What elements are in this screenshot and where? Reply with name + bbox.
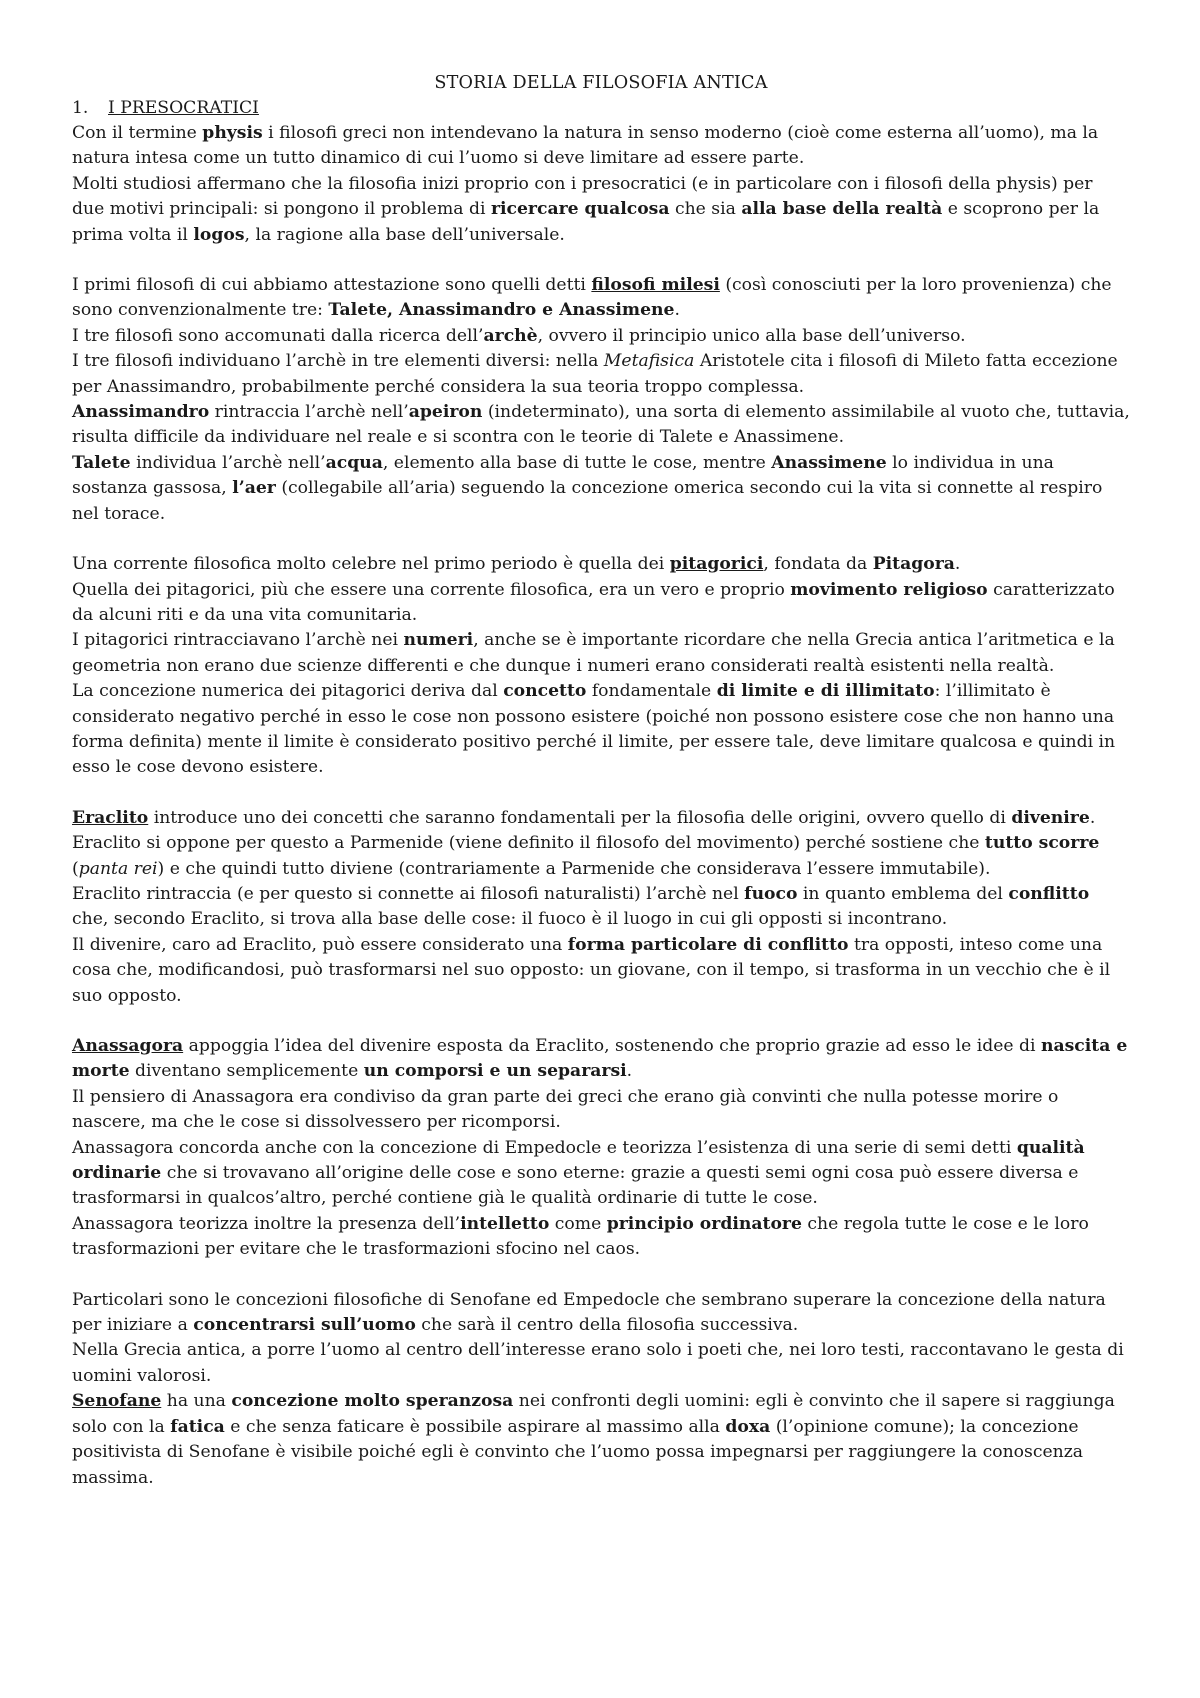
paragraph-numeri: I pitagorici rintracciavano l’archè nei numeri, anche se è importante ricordare che nella Grecia antica l’aritmetica e la geometria non erano due scienze differenti e che dunque i numeri erano considerati realtà esistenti nella realtà. [72,630,1115,676]
paragraph-gap [72,781,1130,806]
document-title: STORIA DELLA FILOSOFIA ANTICA [434,73,768,93]
paragraph-anassimandro: Anassimandro rintraccia l’archè nell’apeiron (indeterminato), una sorta di elemento assimilabile al vuoto che, tuttavia, risulta difficile da individuare nel reale e si scontra con le teorie di Talete e Anassimene. [72,402,1130,448]
paragraph-pensiero-greci: Il pensiero di Anassagora era condiviso da gran parte dei greci che erano già convinti che nulla potesse morire o nascere, ma che le cose si dissolvessero per ricomporsi. [72,1086,1059,1133]
paragraph-limite: La concezione numerica dei pitagorici deriva dal concetto fondamentale di limite e di illimitato: l’illimitato è considerato negativo perché in esso le cose non possono esistere (poiché non possono esistere cose che non hanno una forma definita) mente il limite è considerato positivo perché il limite, per essere tale, deve limitare qualcosa e quindi in esso le cose devono esistere. [72,681,1116,778]
paragraph-poeti: Nella Grecia antica, a porre l’uomo al centro dell’interesse erano solo i poeti che, nei loro testi, raccontavano le gesta di uomini valorosi. [72,1340,1124,1386]
paragraph-senofane: Senofane ha una concezione molto speranzosa nei confronti degli uomini: egli è convinto che il sapere si raggiunga solo con la fatica e che senza faticare è possibile aspirare al massimo alla doxa (l’opinione comune); la concezione positivista di Senofane è visibile poiché egli è convinto che l’uomo possa impegnarsi per raggiungere la conoscenza massima. [72,1391,1115,1488]
section-number: 1. [72,98,89,118]
paragraph-fuoco: Eraclito rintraccia (e per questo si connette ai filosofi naturalisti) l’archè nel fuoco in quanto emblema del conflitto che, secondo Eraclito, si trova alla base delle cose: il fuoco è il luogo in cui gli opposti si incontrano. [72,883,1090,930]
paragraph-milesi: I primi filosofi di cui abbiamo attestazione sono quelli detti filosofi milesi (così conosciuti per la loro provenienza) che sono convenzionalmente tre: Talete, Anassimandro e Anassimene. [72,275,1112,321]
paragraph-arche: I tre filosofi sono accomunati dalla ricerca dell’archè, ovvero il principio unico alla base dell’universo. [72,325,966,346]
paragraph-gap [72,527,1130,552]
paragraph-metafisica: I tre filosofi individuano l’archè in tre elementi diversi: nella Metafisica Aristotele cita i filosofi di Mileto fatta eccezione per Anassimandro, probabilmente perché considera la sua teoria troppo complessa. [72,351,1118,397]
paragraph-panta-rei: Eraclito si oppone per questo a Parmenide (viene definito il filosofo del movimento) perché sostiene che tutto scorre (panta rei) e che quindi tutto diviene (contrariamente a Parmenide che considerava l’essere immutabile). [72,833,1100,879]
paragraph-gap [72,1263,1130,1288]
paragraph-gap [72,1009,1130,1034]
paragraph-gap [72,248,1130,273]
section-label: I PRESOCRATICI [108,98,259,118]
section-heading [72,96,1130,121]
paragraph-intelletto: Anassagora teorizza inoltre la presenza dell’intelletto come principio ordinatore che regola tutte le cose e le loro trasformazioni per evitare che le trasformazioni sfocino nel caos. [72,1213,1089,1260]
paragraph-movimento-religioso: Quella dei pitagorici, più che essere una corrente filosofica, era un vero e proprio movimento religioso caratterizzato da alcuni riti e da una vita comunitaria. [72,579,1115,625]
paragraph-qualita-ordinarie: Anassagora concorda anche con la concezione di Empedocle e teorizza l’esistenza di una serie di semi detti qualità ordinarie che si trovavano all’origine delle cose e sono eterne: grazie a questi semi ogni cosa può essere diversa e trasformarsi in qualcos’altro, perché contiene già le qualità ordinarie di tutte le cose. [72,1137,1085,1209]
paragraph-eraclito: Eraclito introduce uno dei concetti che saranno fondamentali per la filosofia delle origini, ovvero quello di divenire. [72,807,1096,828]
paragraph-anassagora: Anassagora appoggia l’idea del divenire esposta da Eraclito, sostenendo che proprio grazie ad esso le idee di nascita e morte diventano semplicemente un comporsi e un separarsi. [72,1036,1128,1082]
paragraph-origins: Molti studiosi affermano che la filosofia inizi proprio con i presocratici (e in particolare con i filosofi della physis) per due motivi principali: si pongono il problema di ricercare qualcosa che sia alla base della realtà e scoprono per la prima volta il logos, la ragione alla base dell’universale. [72,173,1100,245]
paragraph-talete: Talete individua l’archè nell’acqua, elemento alla base di tutte le cose, mentre Anassimene lo individua in una sostanza gassosa, l’aer (collegabile all’aria) seguendo la concezione omerica secondo cui la vita si connette al respiro nel torace. [72,452,1103,524]
paragraph-senofane-empedocle: Particolari sono le concezioni filosofiche di Senofane ed Empedocle che sembrano superare la concezione della natura per iniziare a concentrarsi sull’uomo che sarà il centro della filosofia successiva. [72,1289,1106,1336]
paragraph-physis: Con il termine physis i filosofi greci non intendevano la natura in senso moderno (cioè come esterna all’uomo), ma la natura intesa come un tutto dinamico di cui l’uomo si deve limitare ad essere parte. [72,123,1099,169]
paragraph-pitagorici: Una corrente filosofica molto celebre nel primo periodo è quella dei pitagorici, fondata da Pitagora. [72,554,961,575]
paragraph-divenire: Il divenire, caro ad Eraclito, può essere considerato una forma particolare di conflitto tra opposti, inteso come una cosa che, modificandosi, può trasformarsi nel suo opposto: un giovane, con il tempo, si trasforma in un vecchio che è il suo opposto. [72,934,1111,1006]
